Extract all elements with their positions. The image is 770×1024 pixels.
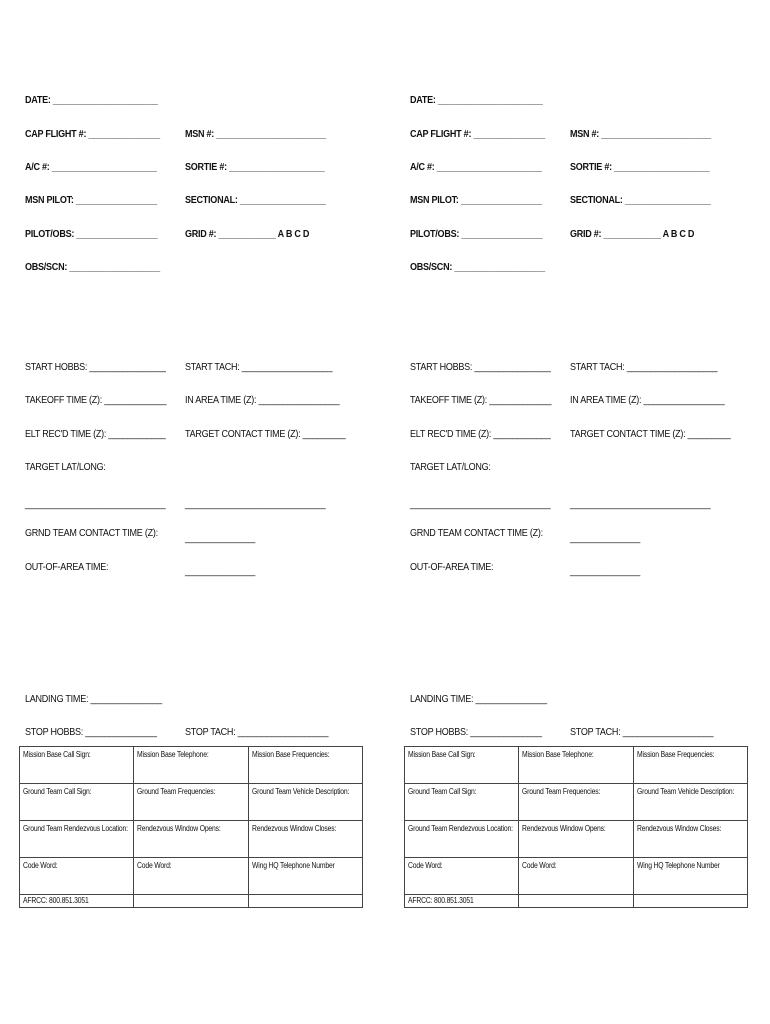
table-cell[interactable]: Ground Team Vehicle Description:	[633, 784, 747, 821]
table-cell[interactable]: Mission Base Telephone:	[134, 747, 248, 784]
table-cell[interactable]: Code Word:	[134, 858, 248, 895]
in-area-time-field[interactable]: IN AREA TIME (Z): _________________	[185, 394, 340, 406]
table-row	[20, 895, 363, 908]
table-row	[20, 747, 363, 784]
table-cell[interactable]: Rendezvous Window Closes:	[633, 821, 747, 858]
table-cell[interactable]: Ground Team Call Sign:	[20, 784, 134, 821]
table-row	[405, 821, 748, 858]
out-of-area-blank[interactable]: ______________	[570, 565, 641, 577]
target-contact-field[interactable]: TARGET CONTACT TIME (Z): _________	[570, 428, 731, 440]
table-cell[interactable]: Rendezvous Window Closes:	[248, 821, 362, 858]
landing-time-field[interactable]: LANDING TIME: _______________	[25, 693, 162, 705]
table-cell[interactable]: Mission Base Call Sign:	[20, 747, 134, 784]
date-field[interactable]: DATE: ______________________	[410, 94, 543, 106]
mission-card-right	[408, 0, 768, 1024]
msn-field[interactable]: MSN #: _______________________	[185, 128, 326, 140]
table-cell[interactable]: Mission Base Frequencies:	[248, 747, 362, 784]
elt-time-field[interactable]: ELT REC'D TIME (Z): ____________	[25, 428, 166, 440]
cap-flight-field[interactable]: CAP FLIGHT #: _______________	[25, 128, 160, 140]
table-cell[interactable]: Rendezvous Window Opens:	[519, 821, 633, 858]
target-contact-field[interactable]: TARGET CONTACT TIME (Z): _________	[185, 428, 346, 440]
grnd-team-contact-blank[interactable]: ______________	[570, 532, 641, 544]
table-row	[405, 747, 748, 784]
msn-pilot-field[interactable]: MSN PILOT: _________________	[25, 194, 157, 206]
sectional-field[interactable]: SECTIONAL: __________________	[185, 194, 326, 206]
table-cell[interactable]: Ground Team Frequencies:	[134, 784, 248, 821]
grnd-team-contact-label: GRND TEAM CONTACT TIME (Z):	[410, 527, 543, 539]
takeoff-time-field[interactable]: TAKEOFF TIME (Z): _____________	[410, 394, 552, 406]
table-cell[interactable]: Mission Base Telephone:	[519, 747, 633, 784]
obs-scn-field[interactable]: OBS/SCN: ___________________	[410, 261, 545, 273]
table-cell[interactable]: Rendezvous Window Opens:	[134, 821, 248, 858]
stop-tach-field[interactable]: STOP TACH: ___________________	[570, 726, 714, 738]
out-of-area-blank[interactable]: ______________	[185, 565, 256, 577]
elt-time-field[interactable]: ELT REC'D TIME (Z): ____________	[410, 428, 551, 440]
stop-tach-field[interactable]: STOP TACH: ___________________	[185, 726, 329, 738]
table-cell[interactable]: Code Word:	[519, 858, 633, 895]
table-row	[405, 858, 748, 895]
sortie-field[interactable]: SORTIE #: ____________________	[570, 161, 710, 173]
grid-field[interactable]: GRID #: ____________ A B C D	[185, 228, 310, 240]
table-cell[interactable]: Ground Team Frequencies:	[519, 784, 633, 821]
table-cell[interactable]: AFRCC: 800.851.3051	[20, 895, 134, 908]
cap-flight-field[interactable]: CAP FLIGHT #: _______________	[410, 128, 545, 140]
msn-field[interactable]: MSN #: _______________________	[570, 128, 711, 140]
grnd-team-contact-label: GRND TEAM CONTACT TIME (Z):	[25, 527, 158, 539]
table-cell[interactable]: Ground Team Rendezvous Location:	[405, 821, 519, 858]
table-cell[interactable]	[248, 895, 362, 908]
date-field[interactable]: DATE: ______________________	[25, 94, 158, 106]
msn-pilot-field[interactable]: MSN PILOT: _________________	[410, 194, 542, 206]
sortie-field[interactable]: SORTIE #: ____________________	[185, 161, 325, 173]
table-cell[interactable]	[519, 895, 633, 908]
latlong-line-1[interactable]: ____________________________	[25, 498, 166, 510]
contact-info-table	[19, 746, 363, 908]
table-cell[interactable]: Code Word:	[405, 858, 519, 895]
start-hobbs-field[interactable]: START HOBBS: ________________	[25, 361, 166, 373]
pilot-obs-field[interactable]: PILOT/OBS: _________________	[25, 228, 158, 240]
table-row	[20, 821, 363, 858]
stop-hobbs-field[interactable]: STOP HOBBS: _______________	[410, 726, 542, 738]
start-tach-field[interactable]: START TACH: ___________________	[185, 361, 333, 373]
latlong-line-2[interactable]: ____________________________	[185, 498, 326, 510]
table-row	[405, 895, 748, 908]
table-cell[interactable]: Mission Base Call Sign:	[405, 747, 519, 784]
table-cell[interactable]	[134, 895, 248, 908]
stop-hobbs-field[interactable]: STOP HOBBS: _______________	[25, 726, 157, 738]
in-area-time-field[interactable]: IN AREA TIME (Z): _________________	[570, 394, 725, 406]
table-cell[interactable]: Ground Team Vehicle Description:	[248, 784, 362, 821]
table-cell[interactable]: Mission Base Frequencies:	[633, 747, 747, 784]
table-cell[interactable]: Code Word:	[20, 858, 134, 895]
ac-field[interactable]: A/C #: ______________________	[410, 161, 542, 173]
table-cell[interactable]: Ground Team Call Sign:	[405, 784, 519, 821]
landing-time-field[interactable]: LANDING TIME: _______________	[410, 693, 547, 705]
pilot-obs-field[interactable]: PILOT/OBS: _________________	[410, 228, 543, 240]
table-cell[interactable]: Wing HQ Telephone Number	[633, 858, 747, 895]
contact-info-table	[404, 746, 748, 908]
table-cell[interactable]: Wing HQ Telephone Number	[248, 858, 362, 895]
table-row	[405, 784, 748, 821]
grnd-team-contact-blank[interactable]: ______________	[185, 532, 256, 544]
target-latlong-label: TARGET LAT/LONG:	[25, 461, 106, 473]
ac-field[interactable]: A/C #: ______________________	[25, 161, 157, 173]
mission-card-left	[23, 0, 383, 1024]
target-latlong-label: TARGET LAT/LONG:	[410, 461, 491, 473]
obs-scn-field[interactable]: OBS/SCN: ___________________	[25, 261, 160, 273]
table-row	[20, 784, 363, 821]
table-cell[interactable]: Ground Team Rendezvous Location:	[20, 821, 134, 858]
table-cell[interactable]: AFRCC: 800.851.3051	[405, 895, 519, 908]
grid-field[interactable]: GRID #: ____________ A B C D	[570, 228, 695, 240]
table-row	[20, 858, 363, 895]
out-of-area-label: OUT-OF-AREA TIME:	[25, 561, 109, 573]
table-cell[interactable]	[633, 895, 747, 908]
out-of-area-label: OUT-OF-AREA TIME:	[410, 561, 494, 573]
latlong-line-1[interactable]: ____________________________	[410, 498, 551, 510]
start-hobbs-field[interactable]: START HOBBS: ________________	[410, 361, 551, 373]
sectional-field[interactable]: SECTIONAL: __________________	[570, 194, 711, 206]
start-tach-field[interactable]: START TACH: ___________________	[570, 361, 718, 373]
takeoff-time-field[interactable]: TAKEOFF TIME (Z): _____________	[25, 394, 167, 406]
latlong-line-2[interactable]: ____________________________	[570, 498, 711, 510]
